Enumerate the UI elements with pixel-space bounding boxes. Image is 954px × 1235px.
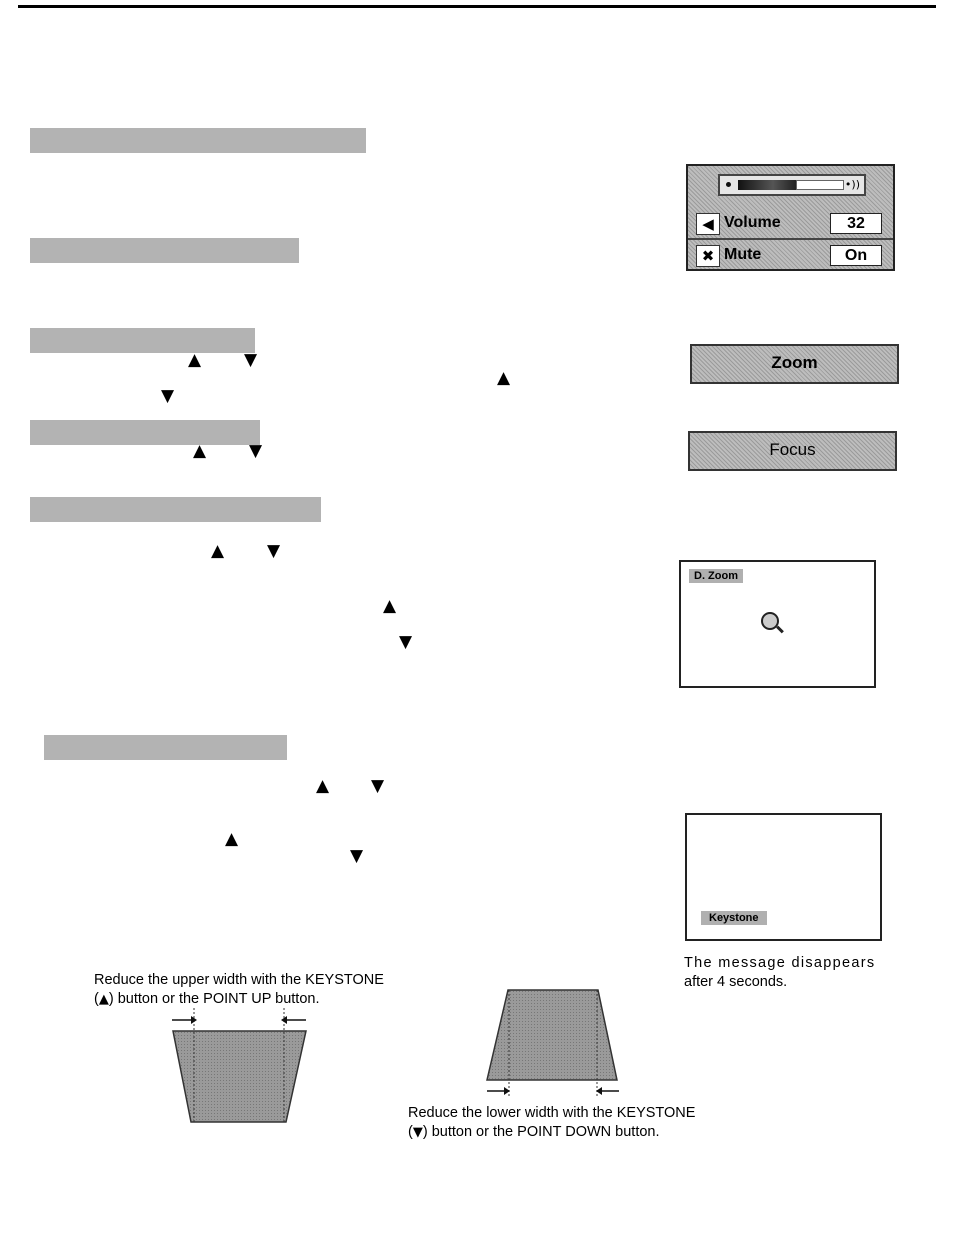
section-header-bar — [30, 497, 321, 522]
volume-level-empty — [796, 180, 844, 190]
magnifier-icon — [761, 612, 779, 630]
up-triangle: ▲ — [188, 350, 202, 370]
section-header-bar — [30, 328, 255, 353]
up-triangle: ▲ — [225, 829, 239, 849]
lower-caption-line2 — [408, 1123, 738, 1142]
left-arrow-head — [596, 1087, 602, 1095]
dzoom-tag: D. Zoom — [689, 569, 743, 583]
volume-row[interactable] — [692, 210, 892, 238]
upper-caption-rest: ) button or the POINT UP button. — [108, 991, 320, 1007]
paren-open: ( — [94, 991, 99, 1007]
mute-row[interactable] — [692, 242, 892, 270]
volume-menu-panel — [686, 164, 895, 271]
keystone-tag: Keystone — [701, 911, 767, 925]
volume-slider[interactable] — [718, 174, 866, 196]
volume-level-fill — [738, 180, 796, 190]
upper-trapezoid — [173, 1031, 306, 1122]
focus-osd-button[interactable]: Focus — [688, 431, 897, 471]
lower-keystone-diagram — [480, 985, 630, 1100]
mute-value: On — [830, 245, 882, 266]
down-triangle: ▼ — [244, 350, 258, 370]
mute-label: Mute — [724, 246, 762, 263]
right-arrow-head — [504, 1087, 510, 1095]
keystone-note-line1: The message disappears — [684, 955, 876, 971]
zoom-osd-button[interactable]: Zoom — [690, 344, 899, 384]
up-triangle: ▲ — [98, 992, 109, 1007]
section-header-bar — [30, 128, 366, 153]
lower-width-caption — [408, 1104, 738, 1142]
lower-caption-line1: Reduce the lower width with the KEYSTONE — [408, 1105, 696, 1121]
speaker-wave-icon: •)) — [844, 178, 860, 191]
up-triangle: ▲ — [316, 776, 330, 796]
top-rule — [18, 5, 936, 8]
section-header-bar — [30, 238, 299, 263]
upper-keystone-diagram — [160, 1008, 320, 1128]
keystone-note-line2: after 4 seconds. — [684, 974, 788, 990]
upper-caption-line2 — [94, 990, 424, 1009]
down-triangle: ▼ — [399, 632, 413, 652]
keystone-screen — [685, 813, 882, 941]
down-triangle: ▼ — [161, 386, 175, 406]
volume-label: Volume — [724, 214, 781, 231]
up-triangle: ▲ — [497, 368, 511, 388]
up-triangle: ▲ — [211, 541, 225, 561]
down-triangle: ▼ — [267, 541, 281, 561]
down-triangle: ▼ — [350, 846, 364, 866]
upper-caption-line1: Reduce the upper width with the KEYSTONE — [94, 972, 384, 988]
section-header-bar — [30, 420, 260, 445]
digital-zoom-screen — [679, 560, 876, 688]
up-triangle: ▲ — [193, 441, 207, 461]
volume-value: 32 — [830, 213, 882, 234]
speaker-icon: ◀ — [696, 213, 720, 235]
down-triangle: ▼ — [249, 441, 263, 461]
speaker-mute-icon: ✖ — [696, 245, 720, 267]
panel-divider — [688, 238, 893, 240]
keystone-note — [684, 954, 894, 992]
volume-min-dot — [726, 182, 731, 187]
section-header-bar — [44, 735, 287, 760]
down-triangle: ▼ — [412, 1125, 423, 1140]
lower-caption-rest: ) button or the POINT DOWN button. — [422, 1124, 660, 1140]
paren-open: ( — [408, 1124, 413, 1140]
upper-width-caption — [94, 971, 424, 1009]
down-triangle: ▼ — [371, 776, 385, 796]
up-triangle: ▲ — [383, 596, 397, 616]
